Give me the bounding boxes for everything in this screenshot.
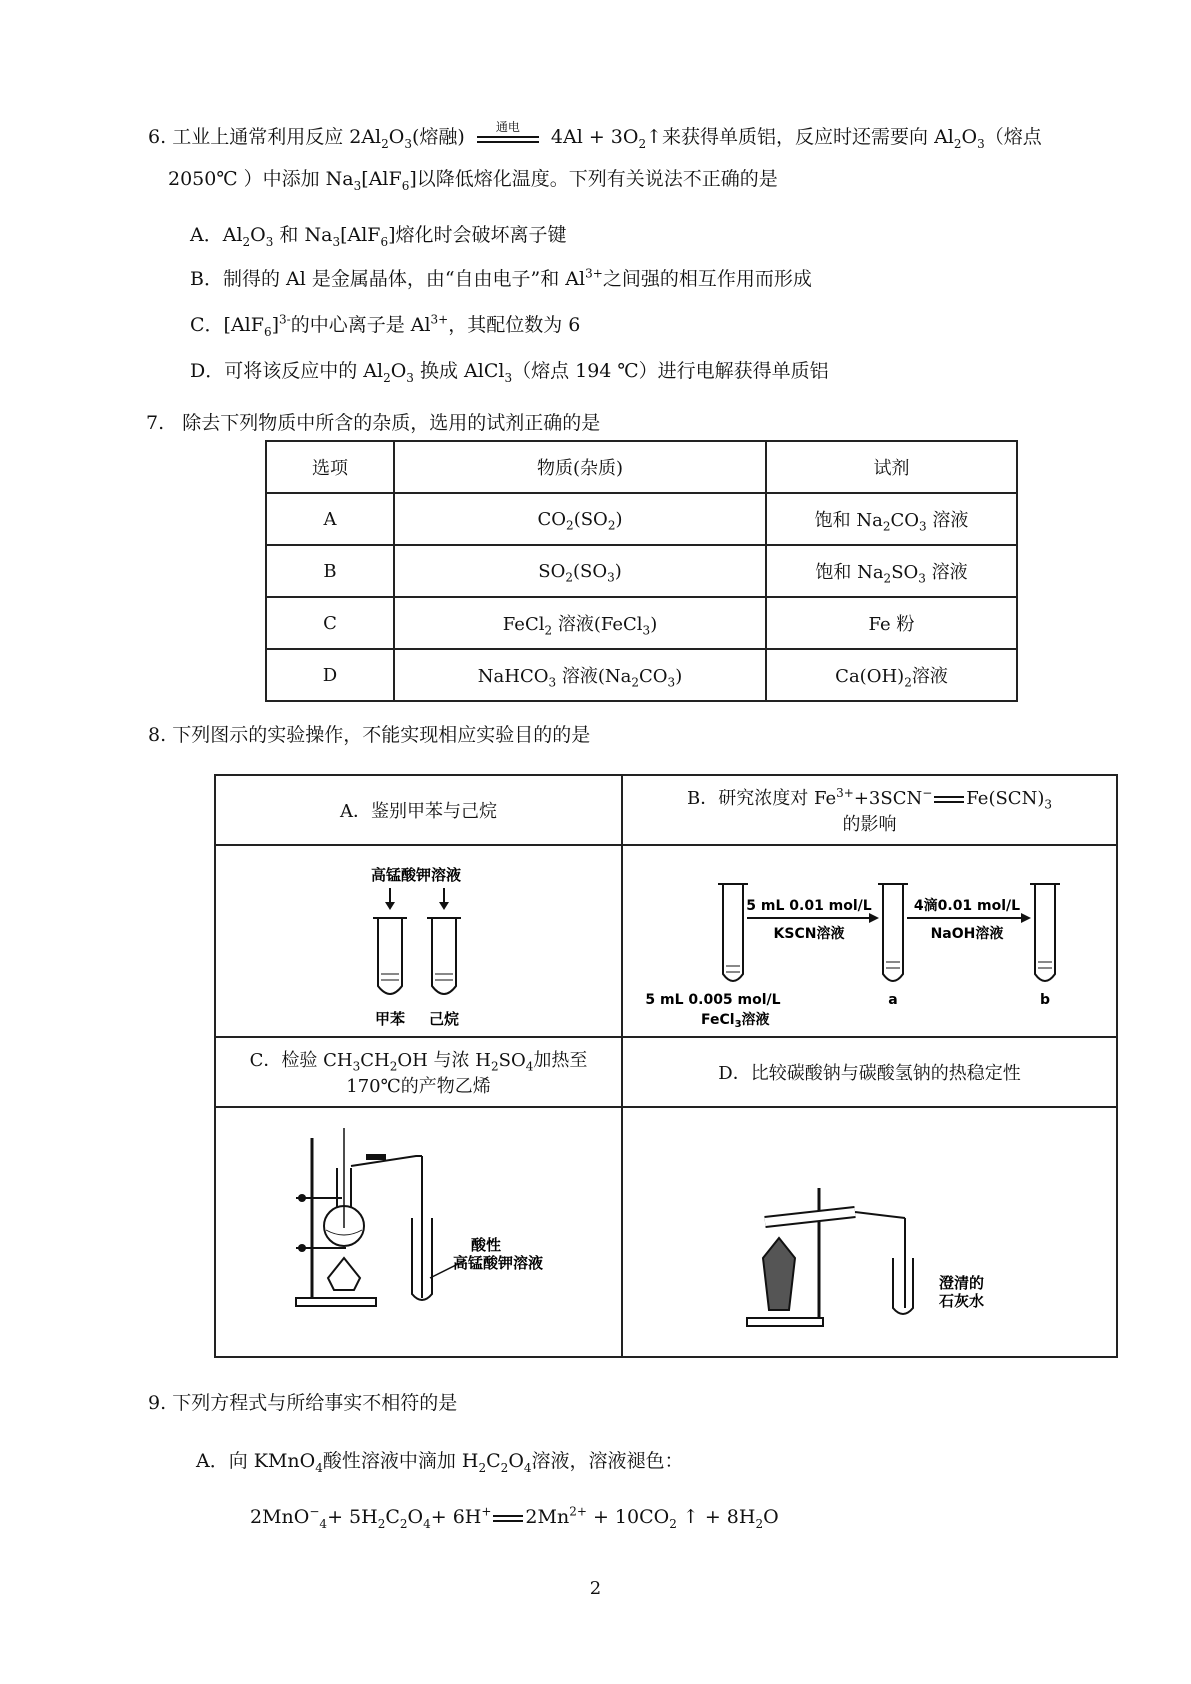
q6-line1: 6. 工业上通常利用反应 $2Al_2O_3$(熔融) 通电 $4Al + 3O_2↑$来获得单质铝，反应时还需要向 $Al_2O_3$（熔点 (148, 119, 1042, 151)
ethylene-apparatus-diagram (216, 1108, 620, 1356)
q8-stem: 8. 下列图示的实验操作，不能实现相应实验目的的是 (148, 724, 591, 746)
hexane-label: 己烷 (428, 1010, 460, 1028)
table-row (266, 493, 1017, 545)
q8-d-title: D．比较碳酸钠与碳酸氢钠的热稳定性 (622, 1037, 1117, 1107)
q8-b-figure (622, 845, 1117, 1037)
kmno4-solution-label: 高锰酸钾溶液 (452, 1254, 544, 1272)
table-cell: FeCl$_2$ 溶液(FeCl$_3$) (394, 597, 766, 649)
table-cell: A (266, 493, 394, 545)
q9-stem: 9. 下列方程式与所给事实不相符的是 (148, 1392, 458, 1414)
q8-a-title: A．鉴别甲苯与己烷 (215, 775, 622, 845)
limewater-label-bottom: 石灰水 (939, 1292, 985, 1310)
table-header: 物质(杂质) (394, 441, 766, 493)
table-cell: B (266, 545, 394, 597)
q8-c-figure (215, 1107, 622, 1357)
q7-table (265, 440, 1018, 702)
table-header: 试剂 (766, 441, 1017, 493)
table-cell: C (266, 597, 394, 649)
carbonate-heating-diagram (623, 1108, 1119, 1356)
fe-scn-diagram (623, 846, 1119, 1036)
reagent-label: 高锰酸钾溶液 (370, 866, 462, 884)
arrow2-label-top: 4滴0.01 mol/L (913, 898, 1021, 914)
q9-equation-a: $2MnO^-_4+ 5H_2C_2O_4+ 6H^+$ $2Mn^{2+} + 10CO_2$ ↑ + $8H_2O$ (250, 1504, 779, 1531)
q7-stem: 7. 除去下列物质中所含的杂质，选用的试剂正确的是 (146, 412, 601, 434)
q6-option-a: A．$Al_2O_3$ 和 $Na_3[AlF_6]$熔化时会破坏离子键 (190, 224, 567, 249)
start-solution-label: 5 mL 0.005 mol/L (645, 992, 781, 1008)
q8-a-figure (215, 845, 622, 1037)
table-cell: Fe 粉 (766, 597, 1017, 649)
acidic-label: 酸性 (470, 1236, 502, 1254)
table-row (266, 597, 1017, 649)
tube-b-label: b (1039, 992, 1051, 1008)
page-number: 2 (589, 1578, 602, 1599)
table-header-row (266, 441, 1017, 493)
table-row (266, 649, 1017, 701)
table-cell: NaHCO$_3$ 溶液$(Na_2CO_3)$ (394, 649, 766, 701)
svg-text:FeCl3溶液: FeCl$_3$溶液 (701, 1012, 770, 1030)
table-header: 选项 (266, 441, 394, 493)
table-cell: 饱和 $Na_2SO_3$ 溶液 (766, 545, 1017, 597)
test-tubes-diagram (216, 846, 620, 1036)
table-row (266, 545, 1017, 597)
q8-b-title: B．研究浓度对 $Fe^{3+}+3SCN^-$ $Fe(SCN)_3$ 的影响 (622, 775, 1117, 845)
toluene-label: 甲苯 (374, 1010, 406, 1028)
arrow2-label-bottom: NaOH溶液 (930, 926, 1004, 942)
q6-line2: 2050℃ ）中添加 $Na_3[AlF_6]$以降低熔化温度。下列有关说法不正确的是 (168, 168, 778, 193)
table-cell: $CO_2(SO_2)$ (394, 493, 766, 545)
arrow1-label-top: 5 mL 0.01 mol/L (746, 898, 872, 914)
tube-a-label: a (888, 992, 898, 1008)
table-cell: $SO_2(SO_3)$ (394, 545, 766, 597)
arrow1-label-bottom: KSCN溶液 (773, 926, 845, 942)
q6-option-c: C．$[AlF_6]^{3-}$的中心离子是 $Al^{3+}$，其配位数为 6 (190, 312, 581, 339)
reaction-condition-sign: 通电 (477, 134, 539, 143)
table-cell: D (266, 649, 394, 701)
q8-c-title: C．检验 $CH_3CH_2OH$ 与浓 $H_2SO_4$加热至 170℃的产物乙烯 (215, 1037, 622, 1107)
table-cell: $Ca(OH)_2$溶液 (766, 649, 1017, 701)
q6-option-d: D．可将该反应中的 $Al_2O_3$ 换成 AlCl$_3$（熔点 194 ℃）进行电解获得单质铝 (190, 360, 829, 385)
table-cell: 饱和 $Na_2CO_3$ 溶液 (766, 493, 1017, 545)
q6-option-b: B．制得的 Al 是金属晶体，由“自由电子”和 $Al^{3+}$之间强的相互作用而形成 (190, 266, 812, 290)
q8-d-figure (622, 1107, 1117, 1357)
q9-option-a: A．向 KMnO$_4$酸性溶液中滴加 $H_2C_2O_4$溶液，溶液褪色： (196, 1450, 684, 1475)
q8-table (214, 774, 1118, 1358)
limewater-label-top: 澄清的 (939, 1274, 985, 1292)
